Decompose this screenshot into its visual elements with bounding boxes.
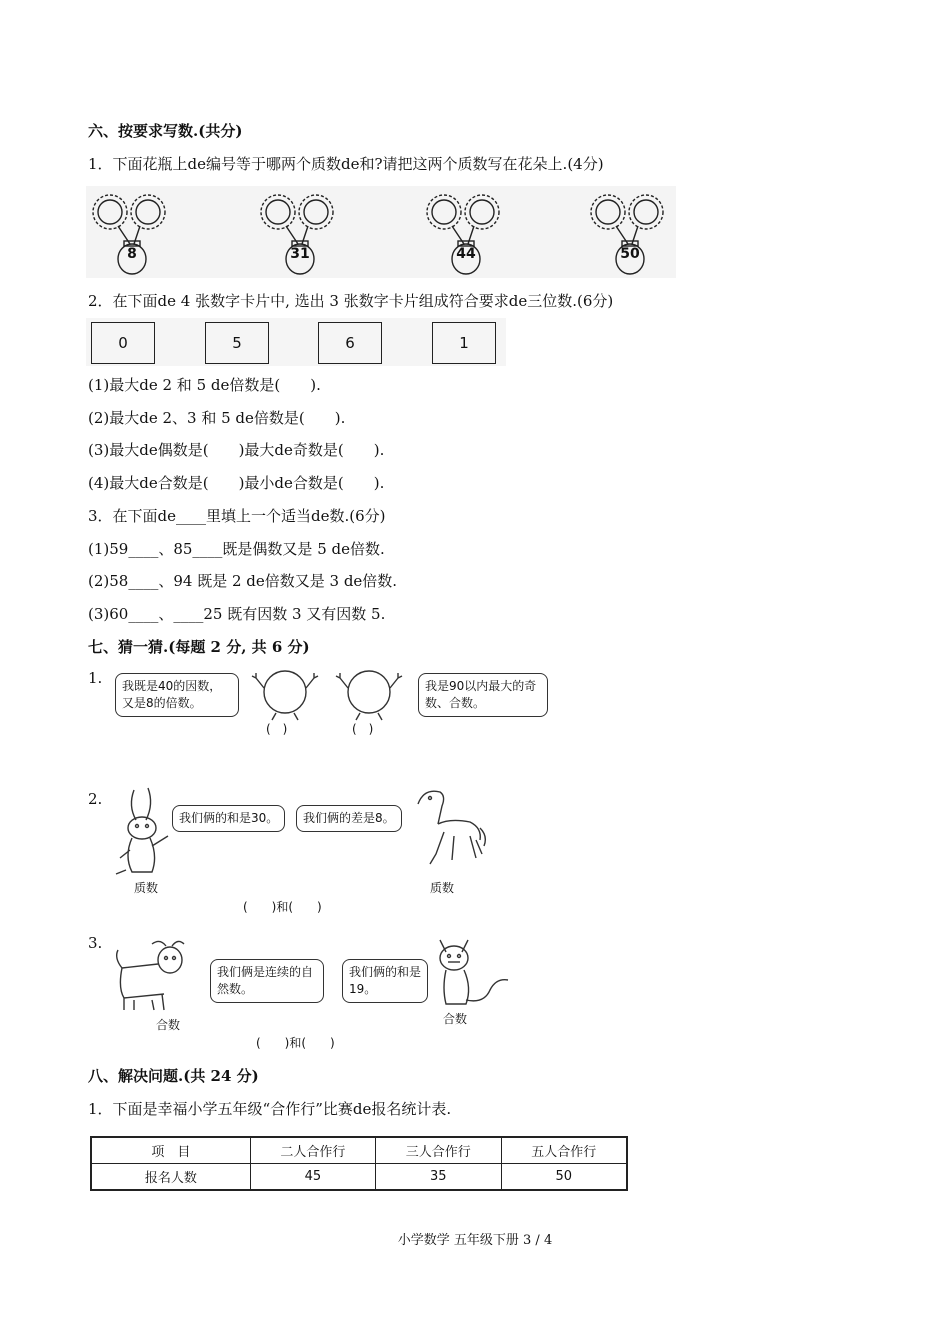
- registration-table: [90, 1136, 628, 1191]
- answer-paren: ( ): [352, 722, 374, 736]
- digit-card: 5: [205, 322, 269, 364]
- speech-bubble-left: 我们俩是连续的自然数。: [210, 959, 324, 1003]
- label-prime-left: 质数: [134, 881, 159, 895]
- table-row: [91, 1137, 627, 1164]
- table-cell: 50: [501, 1164, 627, 1191]
- rabbit-illustration: [112, 786, 176, 878]
- round-characters-illustration: [248, 668, 408, 722]
- table-header-cell: 二人合作行: [250, 1137, 375, 1164]
- answer-parens: ( )和( ): [243, 900, 322, 914]
- digit-card: 6: [318, 322, 382, 364]
- guess-2-number: 2.: [88, 790, 103, 808]
- question-6-1: 1．下面花瓶上de编号等于哪两个质数de和?请把这两个质数写在花朵上.(4分): [88, 155, 604, 173]
- question-6-2-item: (3)最大de偶数是( )最大de奇数是( ).: [88, 441, 385, 459]
- section-8-title: 八、解决问题.(共 24 分): [88, 1067, 259, 1085]
- answer-parens: ( )和( ): [256, 1036, 335, 1050]
- table-row: [91, 1164, 627, 1191]
- table-cell: 报名人数: [91, 1164, 250, 1191]
- table-header-cell: 项 目: [91, 1137, 250, 1164]
- speech-bubble-right: 我们俩的差是8。: [296, 805, 402, 832]
- speech-bubble-right: 我是90以内最大的奇数、合数。: [418, 673, 548, 717]
- horse-illustration: [410, 784, 488, 874]
- question-6-3-item: (2)58____、94 既是 2 de倍数又是 3 de倍数.: [88, 572, 398, 590]
- page-footer: 小学数学 五年级下册 3 / 4: [397, 1233, 553, 1248]
- answer-paren: ( ): [266, 722, 288, 736]
- question-6-3-item: (3)60____、____25 既有因数 3 又有因数 5.: [88, 605, 386, 623]
- section-7-title: 七、猜一猜.(每题 2 分, 共 6 分): [88, 638, 310, 656]
- label-composite-left: 合数: [156, 1018, 181, 1032]
- speech-bubble-right: 我们俩的和是19。: [342, 959, 428, 1003]
- vase-2: [256, 186, 352, 278]
- question-6-3-item: (1)59____、85____既是偶数又是 5 de倍数.: [88, 540, 385, 558]
- vase-1: [88, 186, 184, 278]
- label-composite-right: 合数: [443, 1012, 468, 1026]
- table-header-cell: 三人合作行: [376, 1137, 501, 1164]
- vase-number: 8: [127, 246, 137, 262]
- digit-card: 0: [91, 322, 155, 364]
- vase-number: 31: [290, 246, 310, 262]
- ox-illustration: [112, 938, 198, 1014]
- speech-bubble-left: 我们俩的和是30。: [172, 805, 285, 832]
- cat-illustration: [434, 934, 512, 1010]
- label-prime-right: 质数: [430, 881, 455, 895]
- question-6-3: 3．在下面de____里填上一个适当de数.(6分): [88, 507, 386, 525]
- question-6-2-item: (2)最大de 2、3 和 5 de倍数是( ).: [88, 409, 346, 427]
- table-header-cell: 五人合作行: [501, 1137, 627, 1164]
- vase-4: [586, 186, 682, 278]
- table-cell: 45: [250, 1164, 375, 1191]
- vase-number: 44: [456, 246, 476, 262]
- vase-3: [422, 186, 518, 278]
- question-8-1: 1．下面是幸福小学五年级“合作行”比赛de报名统计表.: [88, 1100, 452, 1118]
- speech-bubble-left: 我既是40的因数，又是8的倍数。: [115, 673, 239, 717]
- section-6-title: 六、按要求写数.(共分): [88, 122, 243, 140]
- question-6-2: 2．在下面de 4 张数字卡片中, 选出 3 张数字卡片组成符合要求de三位数.(6分): [88, 292, 614, 310]
- digit-card: 1: [432, 322, 496, 364]
- guess-3-number: 3.: [88, 934, 103, 952]
- question-6-2-item: (1)最大de 2 和 5 de倍数是( ).: [88, 376, 321, 394]
- vase-number: 50: [620, 246, 640, 262]
- vase-illustration-row: [86, 186, 676, 278]
- question-6-2-item: (4)最大de合数是( )最小de合数是( ).: [88, 474, 385, 492]
- table-cell: 35: [376, 1164, 501, 1191]
- guess-1-number: 1.: [88, 669, 103, 687]
